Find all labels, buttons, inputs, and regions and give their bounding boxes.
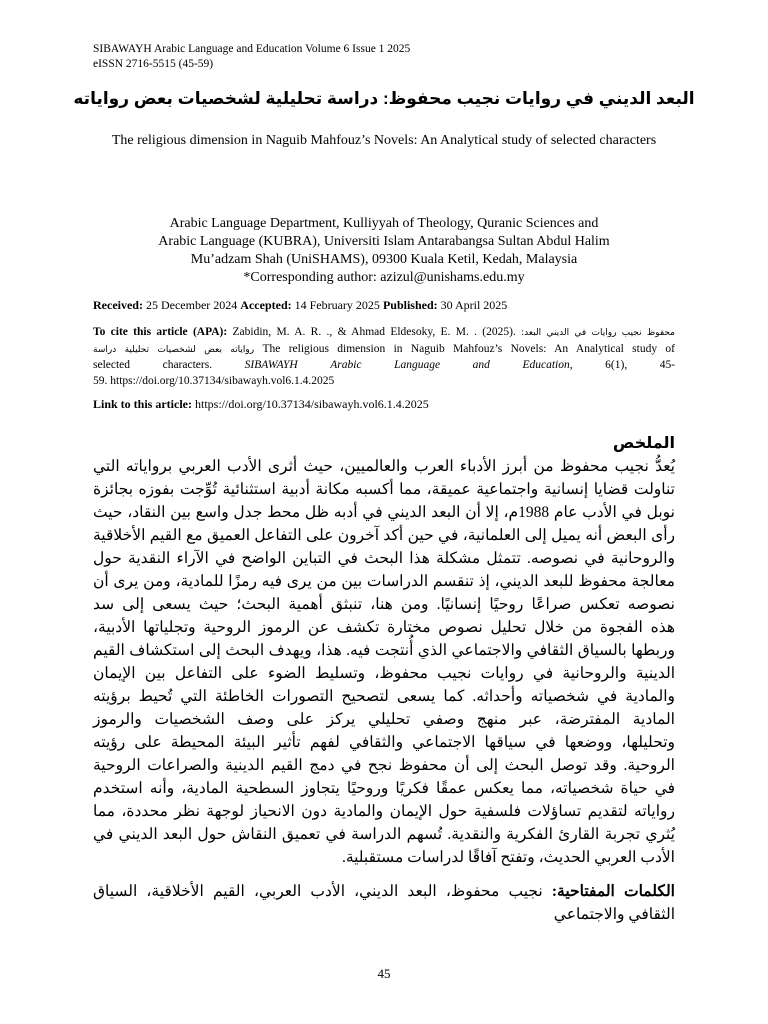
abstract-line: هذه الفجوة من خلال تحليل نصوص مختارة تكشف عن الرموز الروحية وتجلياتها الأدبية، <box>93 619 675 636</box>
abstract-line: رأى البعض أنه يميل إلى العلمانية، في حين أكد آخرون على التفاعل العميق مع القيم الأخلاقية <box>93 527 675 544</box>
keywords-line <box>93 880 675 903</box>
citation-doi[interactable]: 59. https://doi.org/10.37134/sibawayh.vol6.1.4.2025 <box>93 374 335 387</box>
citation-volume: 6(1), <box>605 359 628 371</box>
citation-line <box>93 358 675 374</box>
citation-journal: Arabic <box>330 359 362 371</box>
journal-title: SIBAWAYH Arabic Language and Education Volume 6 Issue 1 2025 <box>93 43 411 55</box>
article-dates <box>93 298 507 313</box>
abstract-line: الروحية. وقد توصل البحث إلى أن محفوظ نجح في دمج القيم الدينية والصراعات الروحية <box>93 757 675 774</box>
received-date: 25 December 2024 <box>145 298 238 312</box>
page-number: 45 <box>377 966 391 981</box>
abstract-line: والروحانية في نصوصه. تتمثل مشكلة هذا البحث في التباين الواضح في الآراء النقدية حول <box>93 550 675 567</box>
abstract-line: المادية المفترضة، عبر منهج وصفي تحليلي يركز على وصف الشخصيات والرموز <box>93 711 675 728</box>
citation-journal: SIBAWAYH <box>244 359 298 371</box>
citation-word: characters. <box>162 359 213 371</box>
citation-title-arabic: محفوظ نجيب روايات في الديني البعد: <box>521 328 676 338</box>
abstract-line: رواياته لتقديم تساؤلات فلسفية حول الإيمان والمادية دون الانحياز لوجهة نظر محددة، مما <box>93 803 675 820</box>
keywords-block <box>93 880 675 926</box>
abstract-line: الأدب العربي الحديث، وتفتح آفاقًا لدراسات مستقبلية. <box>341 849 675 866</box>
citation-label: To cite this article (APA): <box>93 326 228 338</box>
affiliation-line: Arabic Language (KUBRA), Universiti Islam Antarabangsa Sultan Abdul Halim <box>158 234 610 249</box>
affiliation-line: Arabic Language Department, Kulliyyah of Theology, Quranic Sciences and <box>169 216 599 231</box>
journal-issn: eISSN 2716-5515 (45-59) <box>93 58 214 70</box>
accepted-date: 14 February 2025 <box>294 298 380 312</box>
citation-line <box>93 342 675 359</box>
abstract-line: نوبل في الأدب عام 1988م، إلا أن البعد الديني في أدبه ظل محط جدل واسع بين النقاد، حيث <box>93 504 675 521</box>
citation-authors: Zabidin, M. A. R. ., & Ahmad Eldesoky, E. M. . (2025). <box>232 326 516 338</box>
abstract-line: تناولت قضايا إنسانية واجتماعية عميقة، مما أكسبه مكانة أدبية استثنائية تُوِّجت بفوزه بجائزة <box>93 481 675 498</box>
author-affiliation <box>0 215 768 287</box>
abstract-body <box>93 455 675 869</box>
journal-header <box>93 42 410 72</box>
english-title: The religious dimension in Naguib Mahfouz’s Novels: An Analytical study of selected characters <box>111 133 657 148</box>
abstract-line: وربطها بالسياق الثقافي والاجتماعي الذي أُنتجت فيه. هذا، ويهدف البحث إلى استكشاف القيم <box>93 642 675 659</box>
accepted-label: Accepted: <box>240 298 292 312</box>
citation-journal: Language <box>394 359 441 371</box>
citation-journal: and <box>472 359 490 371</box>
article-doi-link[interactable]: https://doi.org/10.37134/sibawayh.vol6.1.4.2025 <box>195 397 429 411</box>
published-date: 30 April 2025 <box>440 298 508 312</box>
abstract-line: في حياة شخصياته، مما يعكس عمقًا فكريًا وروحيًا يتجاوز السطحية المادية، وأنه استخدم <box>93 780 675 797</box>
abstract-line: معالجة محفوظ للبعد الديني، إذ تنقسم الدراسات بين من يرى فيه رمزًا للمادية، ومن يرى أن <box>93 573 675 590</box>
abstract-line: الدينية والروحانية في روايات نجيب محفوظ، وتسليط الضوء على التفاعل بين الإيمان <box>93 665 675 682</box>
arabic-title: البعد الديني في روايات نجيب محفوظ: دراسة تحليلية لشخصيات بعض رواياته <box>73 89 695 108</box>
citation-block <box>93 325 675 389</box>
abstract-line: وتحليلها، ووضعها في سياقها الاجتماعي والثقافي لفهم تأثير البيئة المحيطة على رؤيته <box>93 734 675 751</box>
abstract-heading: الملخص <box>612 435 675 452</box>
corresponding-author: *Corresponding author: azizul@unishams.edu.my <box>243 270 525 285</box>
published-label: Published: <box>382 298 438 312</box>
received-label: Received: <box>93 298 143 312</box>
citation-journal: Education, <box>522 359 573 371</box>
citation-title-arabic: رواياته بعض لشخصيات تحليلية دراسة <box>93 344 255 355</box>
citation-pages: 45- <box>659 359 676 371</box>
keywords-list: نجيب محفوظ، البعد الديني، الأدب العربي، القيم الأخلاقية، السياق <box>93 883 543 900</box>
abstract-line: يُثري تجربة القارئ الفكرية والنقدية. تُسهم الدراسة في تعميق النقاش حول البعد الديني في <box>93 826 675 843</box>
abstract-line: نصوصه تعكس صراعًا روحيًا إنسانيًا. ومن هنا، تنبثق أهمية البحث؛ حيث يسعى إلى سد <box>93 596 675 613</box>
citation-title-english: The religious dimension in Naguib Mahfouz’s Novels: An Analytical study of <box>262 342 676 355</box>
keywords-label: الكلمات المفتاحية: <box>551 883 675 900</box>
keywords-line: الثقافي والاجتماعي <box>553 906 675 923</box>
abstract-line: يُعدُّ نجيب محفوظ من أبرز الأدباء العرب والعالميين، حيث أثرى الأدب العربي برواياته التي <box>93 458 675 475</box>
citation-word: selected <box>93 359 131 371</box>
link-label: Link to this article: <box>93 397 192 411</box>
article-link-line <box>93 397 429 412</box>
affiliation-line: Mu’adzam Shah (UniSHAMS), 09300 Kuala Ketil, Kedah, Malaysia <box>190 252 578 267</box>
citation-line <box>93 325 675 342</box>
abstract-line: والمادية في شخصياته وأحداثه. كما يسعى لتصحيح التصورات الخاطئة التي تُحيط برؤيته <box>93 688 675 705</box>
